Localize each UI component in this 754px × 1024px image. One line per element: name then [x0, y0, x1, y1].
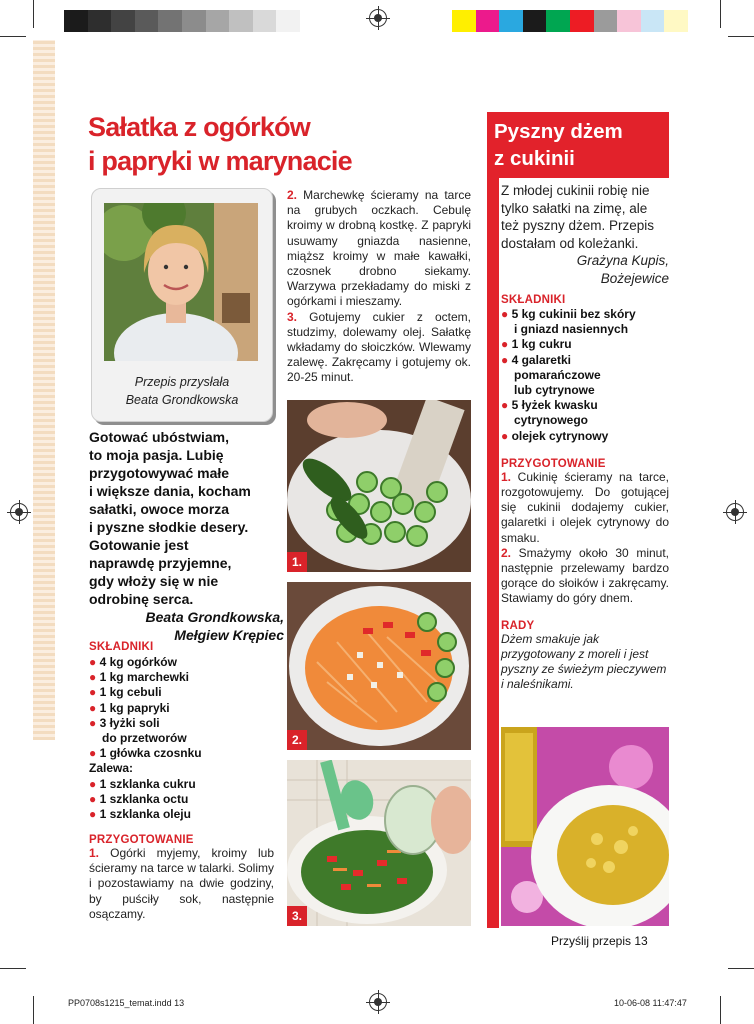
jam-step-2: 2. Smażymy około 30 minut, następnie przelewamy bardzo gorące do słoików i zakręcamy. Stawiamy do góry dnem.	[501, 545, 669, 606]
ingredient-text: i gniazd nasiennych	[514, 322, 629, 337]
left-ingredients	[89, 641, 284, 822]
jam-intro: Z młodej cukinii robię nie tylko sałatki na zimę, ale też pyszny dżem. Przepis dostałam od koleżanki.	[501, 183, 655, 251]
bullet-icon: ●	[89, 700, 100, 715]
grayscale-swatch	[111, 10, 135, 32]
bullet-icon: ●	[501, 428, 512, 443]
crop-mark	[720, 0, 721, 28]
bullet-icon: ●	[501, 352, 512, 367]
ingredient-text: 1 kg cukru	[511, 337, 572, 352]
ingredient-item	[89, 792, 284, 807]
photo-label-1: 1.	[287, 552, 307, 572]
intro-line: Gotowanie jest	[89, 537, 189, 553]
ingredient-text: 1 szklanka octu	[99, 791, 189, 806]
recipe-title: Sałatka z ogórków i papryki w marynacie	[88, 112, 352, 176]
jam-signature-name: Grażyna Kupis,	[576, 253, 669, 268]
grayscale-bar	[64, 10, 300, 32]
ingredient-item	[89, 701, 284, 716]
jam-recipe	[501, 182, 669, 692]
jam-photo	[501, 727, 669, 926]
photo-label-3: 3.	[287, 906, 307, 926]
color-swatch	[452, 10, 476, 32]
slug-filename: PP0708s1215_temat.indd 13	[68, 998, 185, 1008]
grayscale-swatch	[135, 10, 159, 32]
color-swatch	[617, 10, 641, 32]
intro-signature-place: Mełgiew Krępiec	[174, 627, 284, 643]
preparation-heading: PRZYGOTOWANIE	[89, 834, 194, 846]
intro-line: sałatki, owoce morza	[89, 501, 230, 517]
prep-step-3: 3. Gotujemy cukier z octem, studzimy, dolewamy olej. Sałatkę wkładamy do słoiczków. Wlewamy zalewę. Zakręcamy i gotujemy ok. 20-25 minut.	[287, 309, 471, 385]
ingredient-text: cytrynowego	[514, 413, 589, 428]
ingredient-text: 1 główka czosnku	[99, 746, 202, 761]
slug-date: 10-06-08 11:47:47	[614, 998, 687, 1008]
grayscale-swatch	[158, 10, 182, 32]
registration-mark-left	[10, 503, 28, 521]
ingredient-item	[501, 383, 669, 398]
crop-mark	[0, 968, 26, 969]
author-intro	[89, 428, 284, 644]
prep-step-1: 1. Ogórki myjemy, kroimy lub ścieramy na tarce w talarki. Solimy i pozostawiamy na dwie godziny, by puściły sok, następnie osączamy.	[89, 846, 275, 921]
bullet-icon: ●	[89, 746, 100, 761]
step-photo-3	[287, 760, 471, 926]
ingredient-item	[501, 429, 669, 444]
photo-label-2: 2.	[287, 730, 307, 750]
tips-text: Dżem smakuje jak przygotowany z moreli i jest pyszny ze świeżym pieczywem i naleśnikami.	[501, 631, 667, 692]
intro-line: naprawdę przyjemne,	[89, 555, 232, 571]
crop-mark	[728, 968, 754, 969]
ingredient-item	[501, 398, 669, 413]
jam-preparation-heading: PRZYGOTOWANIE	[501, 457, 606, 470]
ingredient-item	[89, 716, 284, 731]
ingredient-item	[501, 413, 669, 428]
color-swatch	[546, 10, 570, 32]
step-photo-1	[287, 400, 471, 572]
intro-line: i pyszne słodkie desery.	[89, 519, 249, 535]
grayscale-swatch	[206, 10, 230, 32]
grayscale-swatch	[182, 10, 206, 32]
ingredients-heading: SKŁADNIKI	[89, 641, 154, 653]
bullet-icon: ●	[501, 337, 512, 352]
step-photo-2	[287, 582, 471, 750]
color-swatch	[499, 10, 523, 32]
ingredient-item	[89, 670, 284, 685]
ingredient-text: 4 galaretki	[511, 352, 571, 367]
registration-mark-top	[369, 9, 387, 27]
bullet-icon: ●	[501, 307, 512, 321]
intro-signature-name: Beata Grondkowska,	[145, 609, 284, 625]
ingredient-item	[89, 731, 284, 746]
bullet-icon: ●	[89, 670, 100, 685]
intro-line: Gotować ubóstwiam,	[89, 429, 230, 445]
ingredient-text: olejek cytrynowy	[511, 428, 609, 443]
color-swatch	[476, 10, 500, 32]
ingredient-text: 1 szklanka oleju	[99, 807, 191, 822]
portrait-caption: Przepis przysłała Beata Grondkowska	[125, 375, 239, 407]
crop-mark	[33, 0, 34, 28]
author-portrait-card	[91, 188, 273, 422]
ingredient-item	[501, 368, 669, 383]
tips-heading: RADY	[501, 619, 535, 632]
grayscale-swatch	[276, 10, 300, 32]
intro-line: i większe dania, kocham	[89, 483, 251, 499]
bullet-icon: ●	[89, 791, 100, 806]
crop-mark	[33, 996, 34, 1024]
right-accent-bar	[487, 178, 499, 928]
grayscale-swatch	[64, 10, 88, 32]
jam-ingredients-heading: SKŁADNIKI	[501, 294, 566, 306]
grayscale-swatch	[88, 10, 112, 32]
preparation-continued	[287, 188, 471, 386]
ingredient-item	[89, 655, 284, 670]
ingredient-text: pomarańczowe	[514, 367, 601, 382]
ingredient-item	[501, 307, 669, 322]
ingredient-text: 5 kg cukinii bez skóry	[511, 307, 636, 321]
intro-line: odrobinę serca.	[89, 591, 194, 607]
author-photo	[104, 203, 258, 361]
ingredient-item	[89, 777, 284, 792]
ingredient-text: 3 łyżki soli	[99, 715, 160, 730]
intro-line: to moja pasja. Lubię	[89, 447, 224, 463]
registration-mark-right	[726, 503, 744, 521]
ingredient-text: 1 szklanka cukru	[99, 776, 196, 791]
crop-mark	[728, 36, 754, 37]
ingredient-item	[501, 337, 669, 352]
ingredient-item	[501, 353, 669, 368]
jam-title: Pyszny dżem z cukinii	[494, 120, 623, 170]
ingredient-text: 4 kg ogórków	[99, 655, 177, 669]
bullet-icon: ●	[89, 655, 100, 669]
ingredient-item	[501, 322, 669, 337]
grayscale-swatch	[253, 10, 277, 32]
ingredient-item	[89, 685, 284, 700]
intro-line: gdy włoży się w nie	[89, 573, 219, 589]
registration-mark-bottom	[369, 993, 387, 1011]
ingredient-item	[89, 807, 284, 822]
ingredient-text: 5 łyżek kwasku	[511, 398, 598, 413]
ingredient-text: 1 kg papryki	[99, 700, 170, 715]
ingredient-text: 1 kg marchewki	[99, 670, 189, 685]
color-swatch	[523, 10, 547, 32]
left-preparation	[89, 834, 274, 922]
ingredient-text: Zalewa:	[89, 761, 134, 776]
bullet-icon: ●	[89, 776, 100, 791]
ingredient-text: do przetworów	[102, 731, 187, 746]
page-footer: Przyślij przepis 13	[551, 934, 648, 948]
color-swatch	[570, 10, 594, 32]
crop-mark	[0, 36, 26, 37]
ingredient-item	[89, 761, 284, 776]
color-swatch	[594, 10, 618, 32]
jam-step-1: 1. Cukinię ścieramy na tarce, rozgotowujemy. Do gotującej się cukinii dodajemy cukier, galaretki i olejek cytrynowy do smaku.	[501, 469, 669, 545]
grayscale-swatch	[229, 10, 253, 32]
color-swatch	[641, 10, 665, 32]
prep-step-2: 2. Marchewkę ścieramy na tarce na grubych oczkach. Cebulę kroimy w drobną kostkę. Z papryki usuwamy gniazda nasienne, miąższ kroimy w małe kawałki, czosnek drobno siekamy. Warzywa przekładamy do miski z ogórkami i mieszamy.	[287, 188, 471, 309]
decorative-strip	[33, 40, 55, 740]
bullet-icon: ●	[89, 807, 100, 822]
bullet-icon: ●	[89, 715, 100, 730]
color-swatch	[664, 10, 688, 32]
bullet-icon: ●	[89, 685, 100, 700]
crop-mark	[720, 996, 721, 1024]
ingredient-item	[89, 746, 284, 761]
color-bar	[452, 10, 688, 32]
ingredient-text: lub cytrynowe	[514, 383, 595, 398]
bullet-icon: ●	[501, 398, 512, 413]
jam-signature-place: Bożejewice	[600, 270, 669, 286]
intro-line: przygotowywać małe	[89, 465, 230, 481]
ingredient-text: 1 kg cebuli	[99, 685, 162, 700]
